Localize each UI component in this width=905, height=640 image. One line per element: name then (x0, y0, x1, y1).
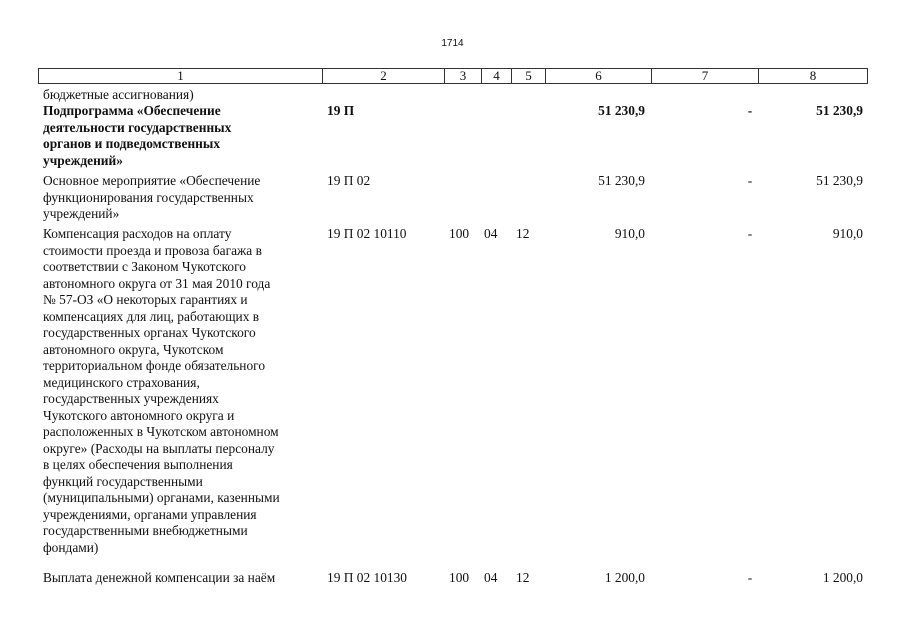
row-name (43, 570, 275, 587)
row-code: 19 П 02 10110 (327, 226, 407, 241)
row-name-line: учреждений» (43, 152, 123, 168)
row-name-line: учреждений» (43, 206, 120, 221)
row-name-line: деятельности государственных (43, 119, 232, 135)
column-header-8: 8 (758, 69, 867, 83)
row-name-line: № 57-ОЗ «О некоторых гарантиях и (43, 292, 248, 307)
row-col4-value: 04 (484, 570, 498, 585)
row-code: 19 П 02 10130 (327, 570, 407, 585)
row-name-line: в целях обеспечения выполнения (43, 457, 233, 472)
column-header-2: 2 (322, 69, 444, 83)
row-col7-value: - (747, 103, 753, 118)
row-code: 19 П 02 (327, 173, 371, 188)
row-name-line: соответствии с Законом Чукотского (43, 259, 246, 274)
row-col3-value: 100 (449, 570, 470, 585)
row-name-line: фондами) (43, 539, 99, 555)
row-name (43, 226, 280, 556)
row-name-line: Компенсация расходов на оплату (43, 226, 232, 241)
row-col7-value: - (747, 570, 753, 585)
row-name-line: государственных учреждениях (43, 391, 219, 406)
column-header-1: 1 (177, 68, 184, 83)
row-name-line: бюджетные ассигнования) (43, 87, 194, 102)
column-header-4: 4 (481, 69, 511, 83)
page-number: 1714 (441, 38, 464, 49)
row-name (43, 103, 231, 169)
row-col6-value: 51 230,9 (598, 173, 645, 188)
row-col6-value: 910,0 (614, 226, 645, 241)
column-header-7: 7 (651, 69, 758, 83)
row-name-line: округе» (Расходы на выплаты персоналу (43, 440, 275, 456)
row-name-line: автономного округа от 31 мая 2010 года (43, 275, 271, 291)
row-name (43, 173, 260, 223)
row-col8-value: 51 230,9 (816, 173, 863, 188)
row-col6-value: 51 230,9 (598, 103, 645, 118)
row-name-line: территориальном фонде обязательного (43, 358, 266, 373)
row-col8-value: 51 230,9 (816, 103, 863, 118)
row-name-line: медицинского страхования, (43, 374, 200, 390)
row-col5-value: 12 (516, 570, 530, 585)
row-name-line: функций государственными (43, 473, 203, 489)
row-name-line: автономного округа, Чукотском (43, 341, 224, 357)
row-name-line: учреждениями, органами управления (43, 506, 257, 522)
row-col7-value: - (747, 226, 753, 241)
table-header-row (38, 68, 868, 84)
row-name-line: компенсациях для лиц, работающих в (43, 308, 260, 324)
row-name-line: органов и подведомственных (43, 136, 221, 151)
row-name-line: государственными внебюджетными (43, 523, 248, 538)
row-name (43, 87, 194, 104)
column-header-5: 5 (511, 69, 545, 83)
row-col8-value: 1 200,0 (822, 570, 863, 585)
row-code: 19 П (327, 103, 355, 118)
column-header-6: 6 (545, 69, 651, 83)
row-col4-value: 04 (484, 226, 498, 241)
row-col8-value: 910,0 (832, 226, 863, 241)
row-col3-value: 100 (449, 226, 470, 241)
row-name-line: государственных органах Чукотского (43, 325, 256, 340)
row-name-line: расположенных в Чукотском автономном (43, 424, 279, 439)
row-name-line: функционирования государственных (43, 189, 254, 205)
row-name-line: Чукотского автономного округа и (43, 407, 235, 423)
row-col6-value: 1 200,0 (604, 570, 645, 585)
row-name-line: стоимости проезда и провоза багажа в (43, 242, 262, 258)
row-col7-value: - (747, 173, 753, 188)
row-name-line: Основное мероприятие «Обеспечение (43, 173, 261, 188)
row-name-line: Выплата денежной компенсации за наём (43, 570, 276, 585)
column-header-3: 3 (444, 69, 481, 83)
row-name-line: (муниципальными) органами, казенными (43, 490, 280, 505)
row-name-line: Подпрограмма «Обеспечение (43, 103, 221, 118)
row-col5-value: 12 (516, 226, 530, 241)
